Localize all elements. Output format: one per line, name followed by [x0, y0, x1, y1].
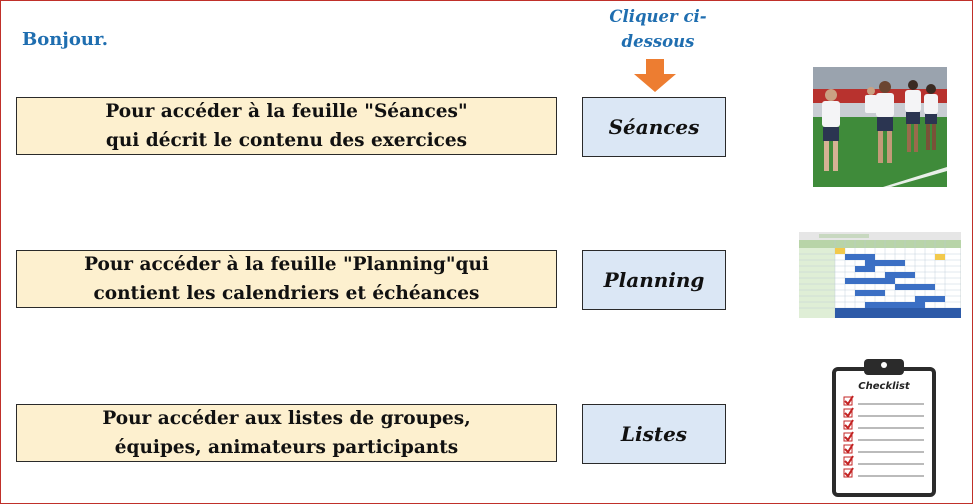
- seances-button[interactable]: Séances: [582, 97, 726, 157]
- click-hint: Cliquer ci- dessous: [609, 7, 707, 51]
- football-players-photo: [813, 67, 947, 187]
- listes-button[interactable]: Listes: [582, 404, 726, 464]
- description-seances: [16, 97, 557, 155]
- checklist-title: Checklist: [858, 381, 910, 392]
- arrow-down-icon: [634, 59, 676, 92]
- greeting-text: Bonjour.: [22, 29, 109, 50]
- checklist-clipboard-icon: [831, 357, 937, 497]
- description-listes-text: Pour accéder aux listes de groupes, équipes, animateurs participants: [102, 408, 471, 458]
- description-listes: [16, 404, 557, 462]
- description-planning: [16, 250, 557, 308]
- spreadsheet-thumbnail: [799, 232, 961, 318]
- description-seances-text: Pour accéder à la feuille "Séances" qui décrit le contenu des exercices: [105, 101, 468, 151]
- planning-button[interactable]: Planning: [582, 250, 726, 310]
- description-planning-text: Pour accéder à la feuille "Planning"qui contient les calendriers et échéances: [84, 254, 489, 304]
